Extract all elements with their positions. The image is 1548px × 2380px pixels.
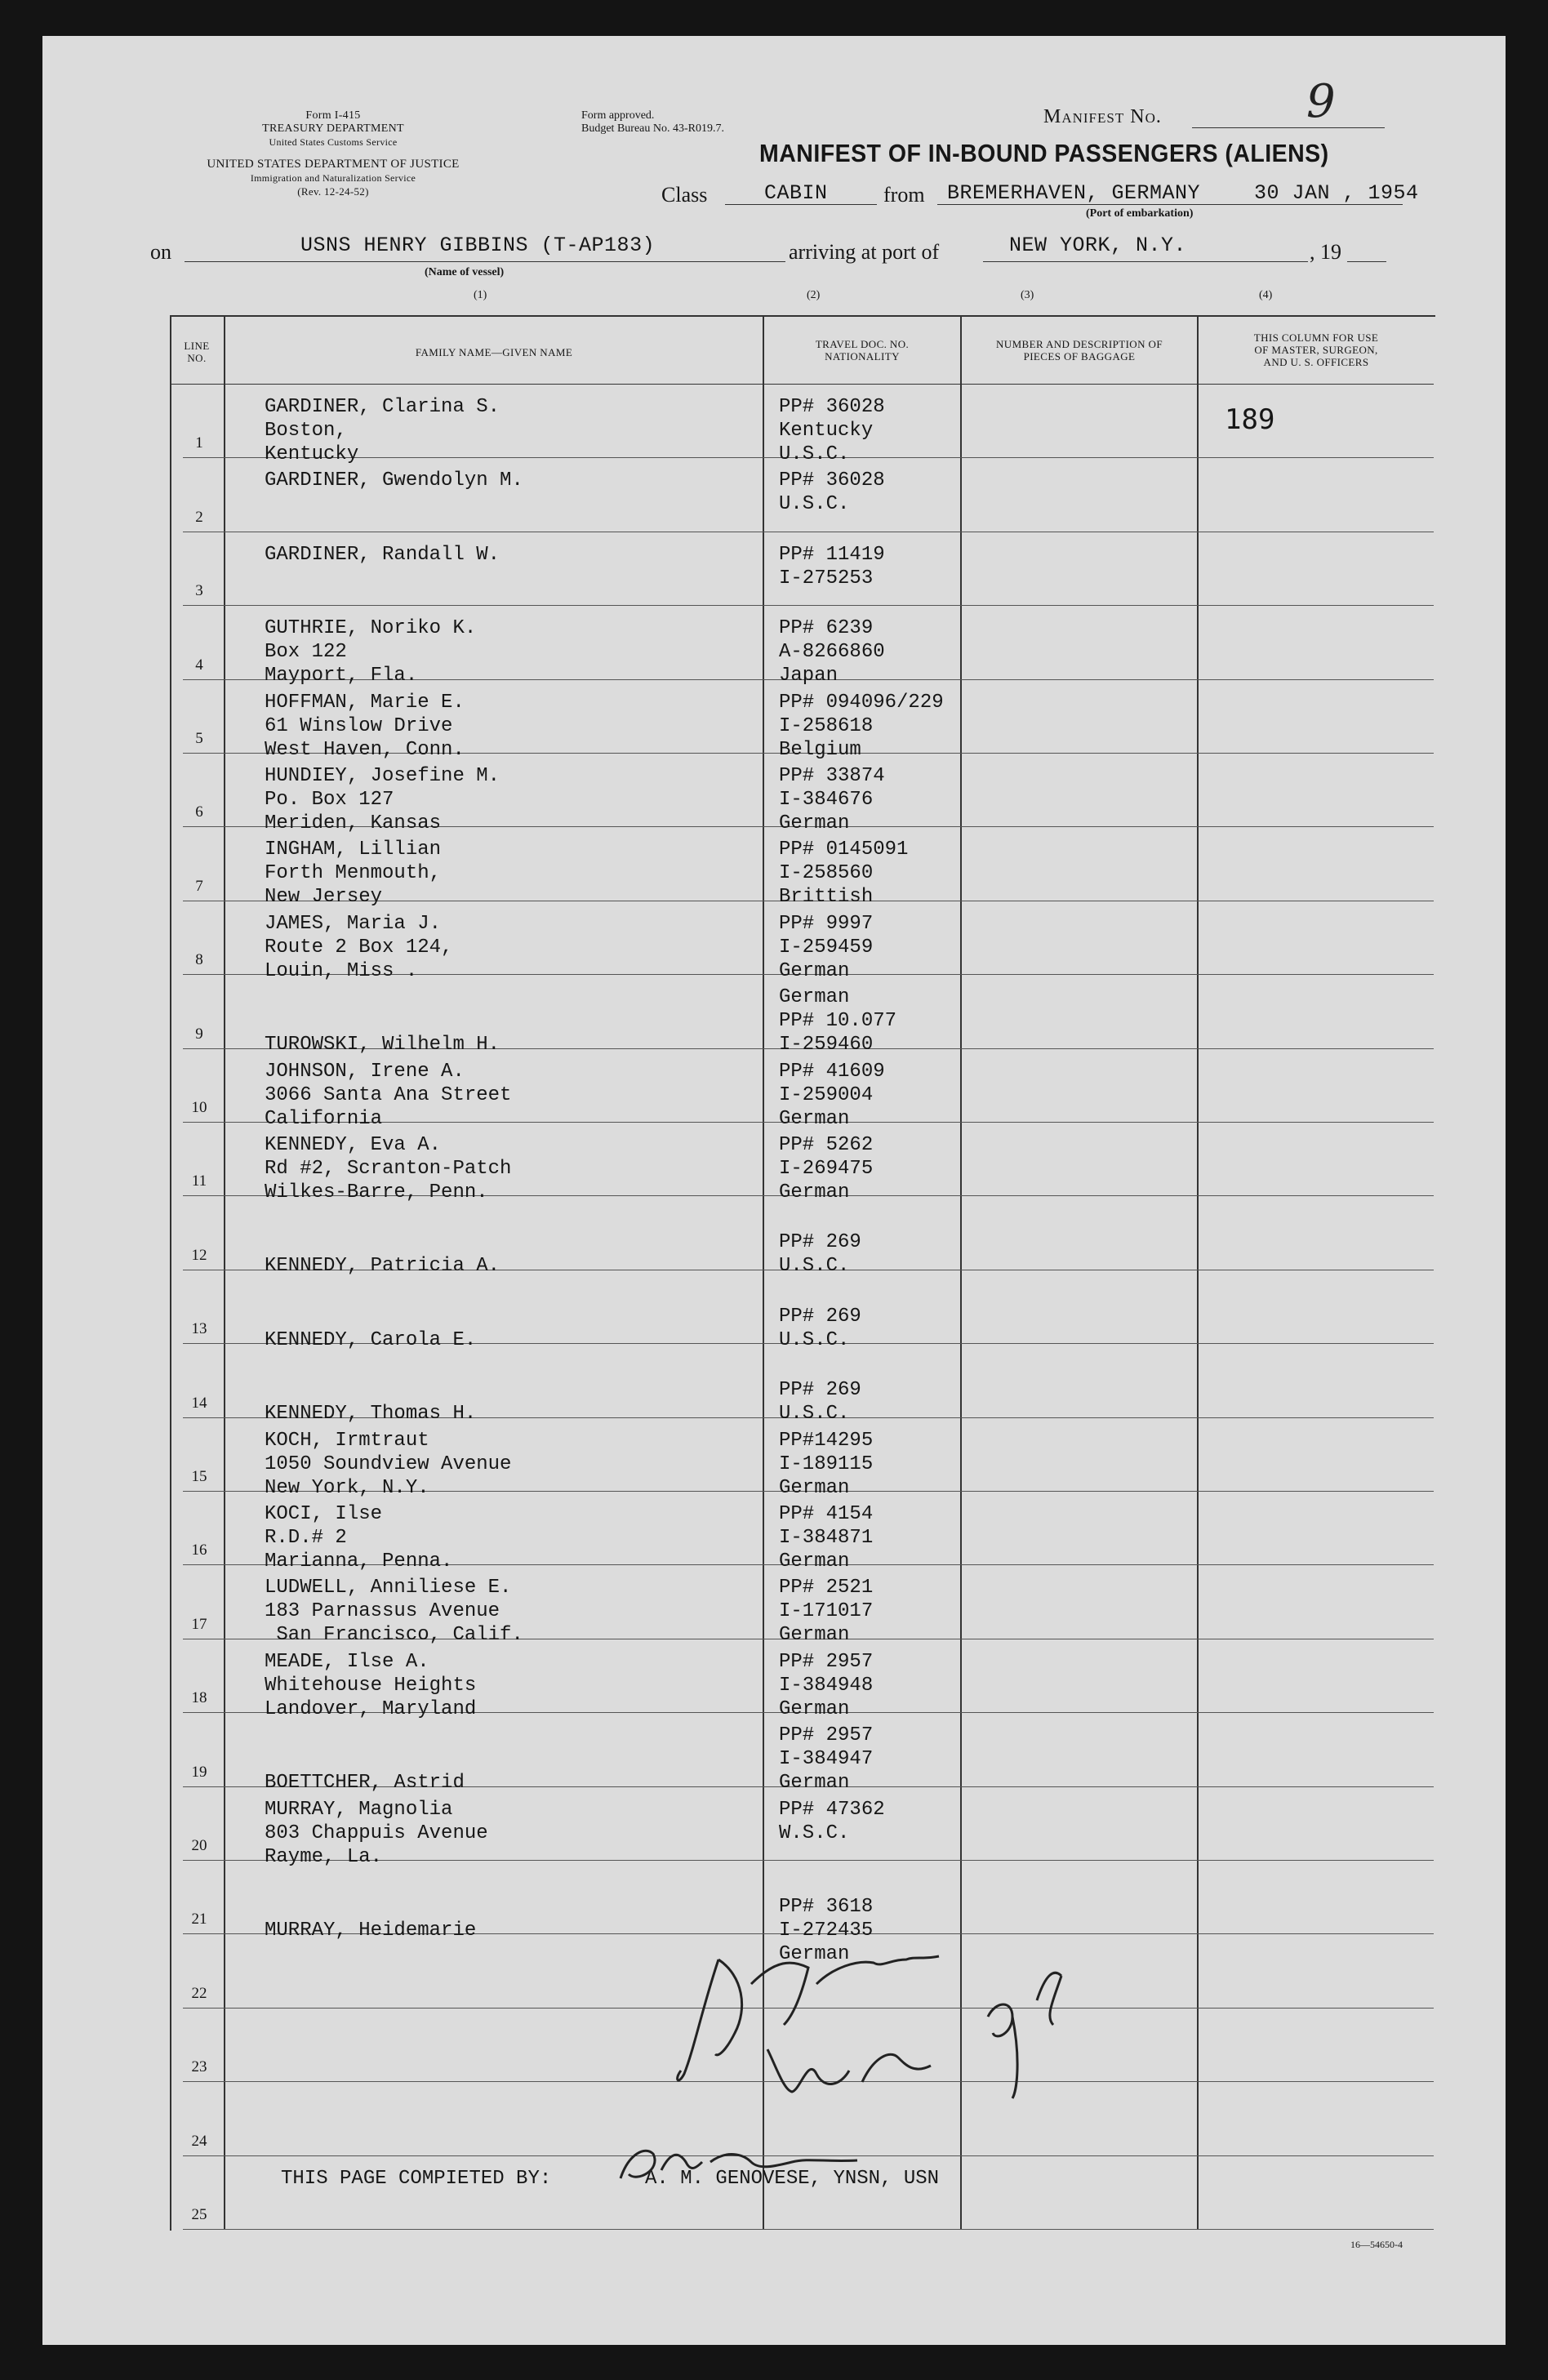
passenger-name: TUROWSKI, Wilhelm H. — [265, 1034, 500, 1057]
class-label: Class — [661, 183, 708, 207]
row-divider — [183, 2229, 1434, 2230]
immigration-service: Immigration and Naturalization Service — [250, 172, 416, 184]
passenger-name: BOETTCHER, Astrid — [265, 1772, 465, 1795]
travel-document: PP# 094096/229 I-258618 Belgium — [779, 691, 944, 761]
passenger-name: KENNEDY, Thomas H. — [265, 1403, 477, 1426]
col-number-3: (3) — [1021, 289, 1034, 301]
col-divider-line-no — [224, 315, 225, 2229]
travel-document: PP# 4154 I-384871 German — [779, 1503, 874, 1573]
line-number: 21 — [191, 1911, 207, 1928]
col-number-4: (4) — [1259, 289, 1273, 301]
line-number: 9 — [195, 1025, 203, 1043]
passenger-name: KENNEDY, Eva A. Rd #2, Scranton-Patch Wilkes-Barre, Penn. — [265, 1134, 512, 1203]
travel-document: PP# 3618 I-272435 German — [779, 1896, 874, 1965]
manifest-no-label: Manifest No. — [1043, 106, 1162, 127]
inspector-signature — [669, 1911, 1127, 2106]
line-number: 16 — [191, 1541, 207, 1559]
passenger-name: MURRAY, Magnolia 803 Chappuis Avenue Rayme, La. — [265, 1798, 488, 1868]
class-value: CABIN — [764, 181, 828, 205]
passenger-name: KENNEDY, Patricia A. — [265, 1255, 500, 1278]
revision-date: (Rev. 12-24-52) — [297, 185, 369, 198]
passenger-name: KOCI, Ilse R.D.# 2 Marianna, Penna. — [265, 1503, 453, 1573]
line-number: 20 — [191, 1837, 207, 1854]
line-number: 1 — [195, 434, 203, 452]
passenger-name: MURRAY, Heidemarie — [265, 1920, 477, 1942]
passenger-name: MEADE, Ilse A. Whitehouse Heights Landover, Maryland — [265, 1650, 477, 1720]
passenger-name: GARDINER, Gwendolyn M. — [265, 469, 523, 492]
travel-document: PP# 33874 I-384676 German — [779, 765, 885, 834]
travel-document: PP# 11419 I-275253 — [779, 543, 885, 589]
year-prefix: , 19 — [1310, 240, 1341, 264]
manifest-title: MANIFEST OF IN-BOUND PASSENGERS (ALIENS) — [759, 139, 1329, 167]
header-family-name: FAMILY NAME—GIVEN NAME — [415, 346, 573, 358]
passenger-name: KOCH, Irmtraut 1050 Soundview Avenue New York, N.Y. — [265, 1429, 512, 1499]
line-number: 22 — [191, 1984, 207, 2002]
header-line-no: LINE NO. — [184, 340, 210, 364]
passenger-name: HOFFMAN, Marie E. 61 Winslow Drive West Haven, Conn. — [265, 691, 465, 761]
travel-document: PP# 36028 Kentucky U.S.C. — [779, 396, 885, 465]
from-value: BREMERHAVEN, GERMANY — [947, 181, 1201, 205]
line-number: 17 — [191, 1615, 207, 1633]
travel-document: PP# 2957 I-384947 German — [779, 1724, 874, 1795]
line-number: 4 — [195, 656, 203, 674]
justice-department: UNITED STATES DEPARTMENT OF JUSTICE — [207, 158, 460, 171]
col-number-2: (2) — [807, 289, 821, 301]
travel-document: PP# 6239 A-8266860 Japan — [779, 617, 885, 687]
header-bottom-rule — [170, 384, 1434, 385]
travel-document: PP#14295 I-189115 German — [779, 1429, 874, 1499]
arriving-label: arriving at port of — [789, 240, 940, 264]
officer-note: 189 — [1225, 403, 1275, 436]
customs-service: United States Customs Service — [269, 136, 398, 148]
passenger-name: GUTHRIE, Noriko K. Box 122 Mayport, Fla. — [265, 617, 477, 687]
travel-document: PP# 41609 I-259004 German — [779, 1060, 885, 1130]
line-number: 15 — [191, 1468, 207, 1485]
line-number: 2 — [195, 508, 203, 526]
col-divider-baggage — [1197, 315, 1199, 2229]
arriving-line — [983, 261, 1308, 262]
col-number-1: (1) — [474, 289, 487, 301]
from-label: from — [883, 183, 925, 207]
header-baggage: NUMBER AND DESCRIPTION OF PIECES OF BAGGAGE — [996, 338, 1163, 363]
header-travel-doc: TRAVEL DOC. NO. NATIONALITY — [815, 338, 910, 363]
line-number: 19 — [191, 1763, 207, 1781]
form-code: 16—54650-4 — [1350, 2239, 1403, 2250]
year-line — [1347, 261, 1386, 262]
row-divider — [183, 605, 1434, 606]
line-number: 18 — [191, 1689, 207, 1707]
vessel-note: (Name of vessel) — [425, 266, 505, 278]
line-number: 8 — [195, 951, 203, 969]
line-number: 7 — [195, 877, 203, 895]
passenger-name: KENNEDY, Carola E. — [265, 1328, 477, 1351]
compiler-signature — [612, 2138, 874, 2195]
passenger-name: LUDWELL, Anniliese E. 183 Parnassus Avenue San Francisco, Calif. — [265, 1577, 523, 1647]
passenger-name: JOHNSON, Irene A. 3066 Santa Ana Street California — [265, 1060, 512, 1130]
form-approved: Form approved. — [581, 109, 655, 122]
budget-bureau-no: Budget Bureau No. 43-R019.7. — [581, 122, 724, 135]
line-number: 14 — [191, 1394, 207, 1412]
vessel-value: USNS HENRY GIBBINS (T-AP183) — [300, 234, 656, 257]
passenger-name: GARDINER, Randall W. — [265, 543, 500, 566]
line-number: 12 — [191, 1246, 207, 1264]
passenger-name: INGHAM, Lillian Forth Menmouth, New Jersey — [265, 839, 442, 909]
passenger-name: GARDINER, Clarina S. Boston, Kentucky — [265, 396, 500, 465]
line-number: 5 — [195, 730, 203, 747]
manifest-no-value: 9 — [1306, 75, 1336, 128]
travel-document: PP# 269 U.S.C. — [779, 1379, 861, 1426]
date-value: 30 JAN , 1954 — [1254, 181, 1419, 205]
line-number: 24 — [191, 2132, 207, 2150]
line-number: 3 — [195, 582, 203, 600]
travel-document: PP# 2521 I-171017 German — [779, 1577, 874, 1647]
vessel-line — [185, 261, 785, 262]
line-number: 6 — [195, 803, 203, 821]
travel-document: PP# 47362 W.S.C. — [779, 1798, 885, 1844]
line-number: 11 — [191, 1172, 207, 1190]
treasury-department: TREASURY DEPARTMENT — [262, 122, 404, 135]
travel-document: PP# 5262 I-269475 German — [779, 1134, 874, 1203]
travel-document: PP# 36028 U.S.C. — [779, 469, 885, 516]
travel-document: A. M. GENOVESE, YNSN, USN — [645, 2167, 940, 2190]
travel-document: German PP# 10.077 I-259460 — [779, 986, 897, 1057]
arriving-value: NEW YORK, N.Y. — [1009, 234, 1187, 257]
travel-document: PP# 269 U.S.C. — [779, 1231, 861, 1278]
port-of-embarkation-note: (Port of embarkation) — [1086, 207, 1194, 220]
line-number: 10 — [191, 1099, 207, 1116]
travel-document: PP# 9997 I-259459 German — [779, 912, 874, 982]
travel-document: PP# 2957 I-384948 German — [779, 1650, 874, 1720]
travel-document: PP# 269 U.S.C. — [779, 1305, 861, 1351]
header-officers: THIS COLUMN FOR USE OF MASTER, SURGEON, AND U. S. OFFICERS — [1253, 331, 1379, 368]
form-number: Form I-415 — [305, 109, 361, 122]
passenger-name: THIS PAGE COMPIETED BY: — [281, 2167, 552, 2190]
line-number: 23 — [191, 2058, 207, 2076]
on-label: on — [150, 240, 171, 264]
passenger-name: HUNDIEY, Josefine M. Po. Box 127 Meriden, Kansas — [265, 765, 500, 834]
passenger-name: JAMES, Maria J. Route 2 Box 124, Louin, Miss . — [265, 912, 453, 982]
manifest-no-line — [1192, 127, 1385, 128]
line-number: 13 — [191, 1320, 207, 1338]
line-number: 25 — [191, 2206, 207, 2223]
travel-document: PP# 0145091 I-258560 Brittish — [779, 839, 909, 909]
